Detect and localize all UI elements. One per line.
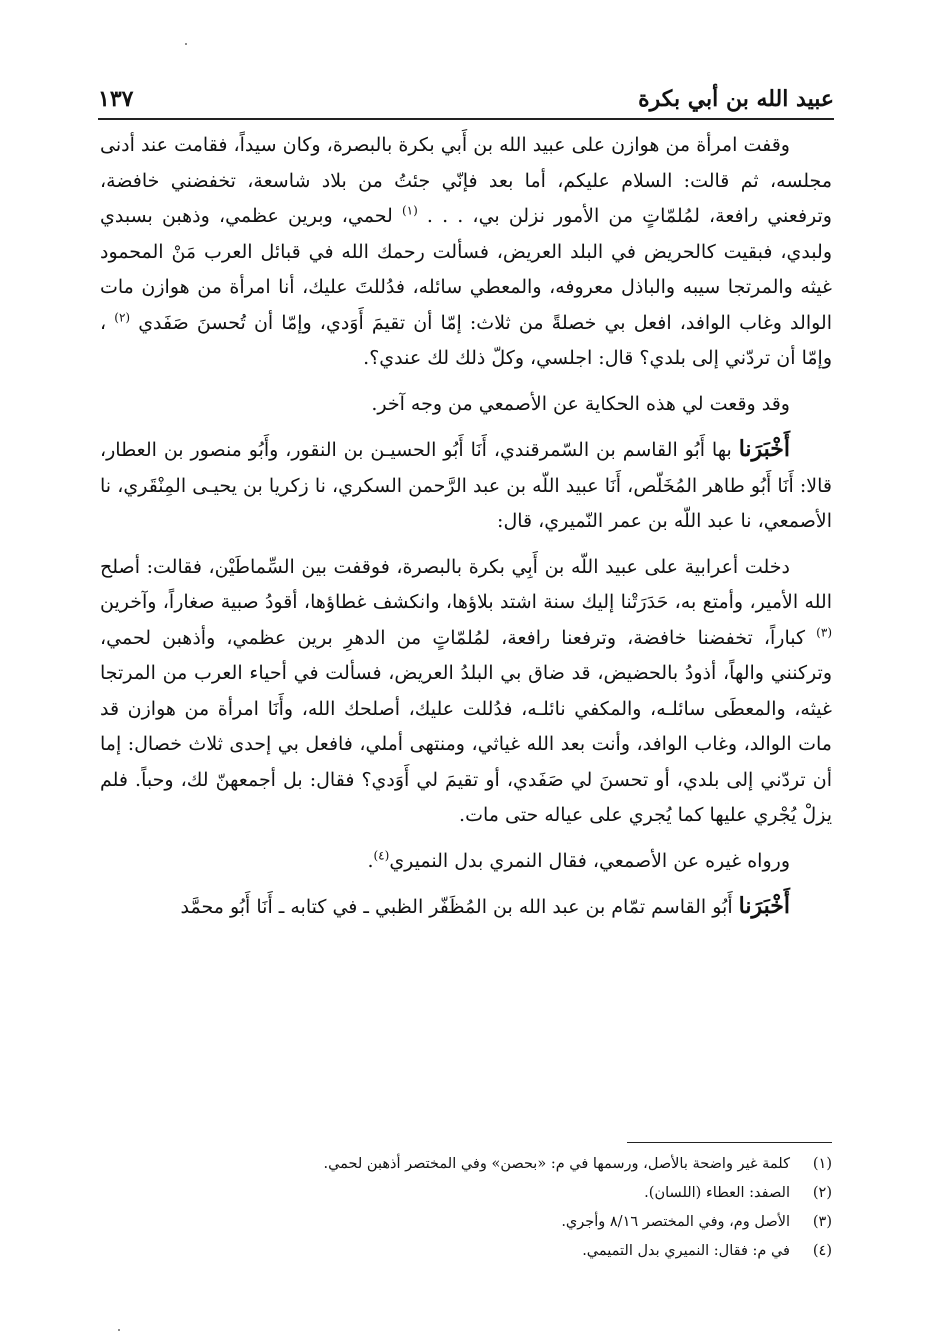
footnote-number: (٢) [812, 1185, 832, 1201]
paragraph-text: وقفت امرأة من هوازن على عبيد الله بن أَبي بكرة بالبصرة، وكان سيداً، فقامت عند أدنى مجلسه، ثم قالت: السلام عليكم، أما بعد فإنّي جئتُ من بلاد شاسعة، تخفضني خافضة، وترفعني رافعة، لمُلمّاتٍ من الأمور نزلن بي، . . . [100, 134, 832, 227]
footnote-number: (٤) [812, 1243, 832, 1259]
footnote-marker: (٤) [373, 848, 390, 863]
paragraph-2 [100, 387, 832, 423]
footnote-marker: (٢) [114, 310, 131, 325]
scan-speck [118, 1329, 120, 1331]
footnote-number: (١) [812, 1156, 832, 1172]
footnote-1 [100, 1150, 832, 1179]
paragraph-text: كباراً، تخفضنا خافضة، وترفعنا رافعة، لمُلمّاتٍ من الدهرِ برين عظمي، وأذهبن لحمي، وتركنني والهاً، أذودُ بالحضيض، قد ضاق بي البلدُ العريض، فسألت في أحياء العرب من المرتجا غيثه، والمعطَى سائلـه، والمكفي نائلـه، فدُللت عليك، أصلحك الله، وأَنَا امرأة من هوازن قد مات الوالد، وغاب الوافد، وأنت بعد الله غياثي، ومنتهى أملي، فافعل بي إحدى ثلاث خصال: إما أن تردّني إلى بلدي، أو تحسنَ لي صَفَدي، أو تقيمَ لي أَوَدي؟ فقال: بل أجمعهنّ لك، وحباً. فلم يزلْ يُجْري عليها كما يُجري على عياله حتى مات. [100, 626, 832, 826]
footnote-marker: (٣) [816, 625, 832, 640]
footnotes [100, 1150, 832, 1266]
paragraph-6 [100, 889, 832, 926]
footnote-text: كلمة غير واضحة بالأصل، ورسمها في م: «بحصن» وفي المختصر أذهبن لحمي. [323, 1156, 790, 1172]
footnote-text: في م: فقال: النميري بدل التميمي. [582, 1243, 790, 1259]
isnad-lead: أَخْبَرَنا [738, 436, 791, 462]
footnote-marker: (١) [401, 203, 418, 218]
page-number: ١٣٧ [98, 86, 134, 112]
paragraph-3 [100, 432, 832, 540]
paragraph-text: لحمي، وبرين عظمي، وذهبن بسبدي ولبدي، فبقيت كالحريض في البلد العريض، فسألت رحمك الله في قبائل العرب مَنْ المحمود غيثه والمرتجا سيبه والباذل معروفه، والمعطي سائله، فدُللتَ عليك، أنا امرأة من هوازن مات الوالد وغاب الوافد، افعل بي خصلةً من ثلاث: إمّا أن تقيمَ أَوَدي، وإمّا أن تُحسنَ صَفَدي [100, 205, 832, 334]
paragraph-text: بها أَبُو القاسم بن السّمرقندي، أَنَا أَبُو الحسيـن بن النقور، وأَبُو منصور بن العطار، قالا: أَنَا أَبُو طاهر المُخَلّص، أَنَا عبيد اللّه بن عبد الرَّحمن السكري، نا زكريا بن يحيـى المِنْقَري، نا الأصمعي، نا عبد اللّه بن عمر النّميري، قال: [100, 439, 832, 532]
paragraph-text: ورواه غيره عن الأصمعي، فقال النمري بدل النميري [389, 849, 790, 872]
footnote-text: الصفد: العطاء (اللسان). [644, 1185, 790, 1201]
scan-speck [185, 43, 187, 45]
footnote-divider [627, 1142, 832, 1143]
footnote-2 [100, 1179, 832, 1208]
footnote-4 [100, 1237, 832, 1266]
paragraph-text: وقد وقعت لي هذه الحكاية عن الأصمعي من وجه آخر. [371, 392, 790, 415]
running-title: عبيد الله بن أبي بكرة [638, 86, 834, 112]
body-text [100, 128, 832, 926]
page-header [98, 78, 834, 120]
footnote-text: الأصل وم، وفي المختصر ٨/١٦ وأجري. [561, 1214, 790, 1230]
footnote-number: (٣) [812, 1214, 832, 1230]
paragraph-text: دخلت أعرابية على عبيد اللّه بن أَبِي بكرة بالبصرة، فوقفت بين السِّماطَيْن، فقالت: أصلح الله الأمير، وأمتع به، حَدَرَتْنا إليك سنة اشتد بلاؤها، وانكشف غطاؤها، أقودُ صبية صغاراً، وآخرين [100, 555, 833, 613]
paragraph-4 [100, 550, 832, 834]
paragraph-tail: . [367, 849, 374, 872]
footnote-3 [100, 1208, 832, 1237]
isnad-lead: أَخْبَرَنا [738, 893, 790, 919]
paragraph-text: ، وإمّا أن تردّني إلى بلدي؟ قال: اجلسي، وكلّ ذلك لك عندي؟. [100, 311, 832, 369]
paragraph-5 [100, 844, 832, 880]
paragraph-text: أَبُو القاسم تمّام بن عبد الله بن المُظَفّر الظبي ـ في كتابه ـ أَنَا أَبُو محمَّد [180, 896, 733, 918]
paragraph-1 [100, 128, 832, 377]
